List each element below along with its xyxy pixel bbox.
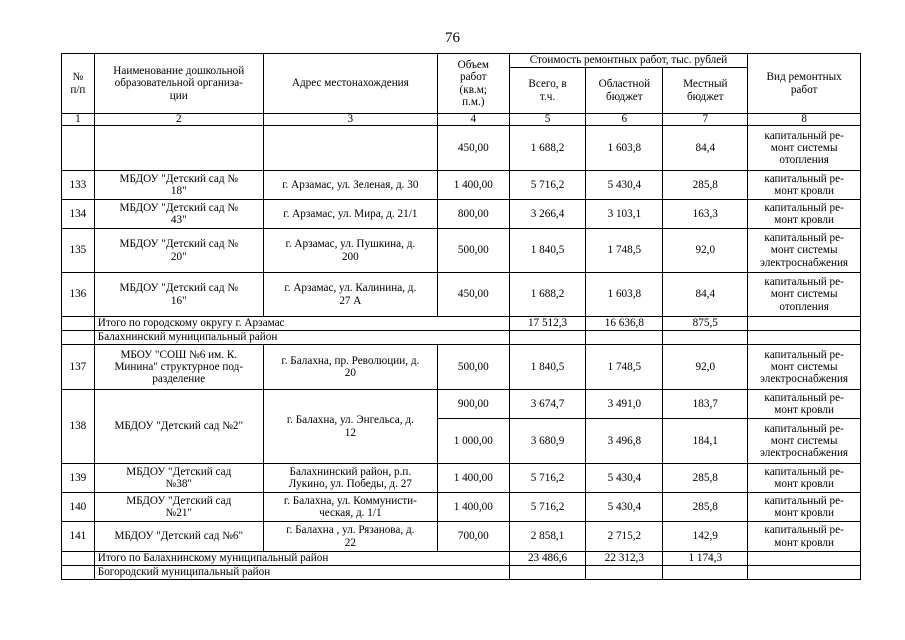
- table-row: [62, 229, 861, 273]
- section-title: Богородский муниципальный район: [94, 566, 509, 580]
- table-row: [62, 345, 861, 390]
- work-type: капитальный ре- монт системы электроснабжения: [748, 345, 861, 390]
- volume-value: 800,00: [437, 200, 509, 229]
- org-address: г. Балахна , ул. Рязанова, д. 22: [263, 522, 437, 552]
- table-row: [62, 126, 861, 171]
- row-num: 136: [62, 273, 95, 317]
- work-type: капитальный ре- монт кровли: [748, 464, 861, 493]
- local-cost: 163,3: [663, 200, 748, 229]
- work-type: капитальный ре- монт кровли: [748, 522, 861, 552]
- local-cost: 84,4: [663, 273, 748, 317]
- subtotal-local: 1 174,3: [663, 552, 748, 566]
- org-address: г. Балахна, ул. Коммунисти- ческая, д. 1/1: [263, 493, 437, 522]
- page-number: 76: [445, 30, 460, 46]
- row-num: 137: [62, 345, 95, 390]
- subtotal-regional: 16 636,8: [586, 317, 663, 331]
- volume-value: 900,00: [437, 390, 509, 419]
- total-cost: 1 840,5: [509, 229, 586, 273]
- org-address: г. Арзамас, ул. Пушкина, д. 200: [263, 229, 437, 273]
- work-type: капитальный ре- монт системы электроснабжения: [748, 229, 861, 273]
- row-num: [62, 126, 95, 171]
- row-num: 135: [62, 229, 95, 273]
- regional-cost: 1 603,8: [586, 273, 663, 317]
- subtotal-total: 17 512,3: [509, 317, 586, 331]
- volume-value: 500,00: [437, 229, 509, 273]
- work-type: капитальный ре- монт кровли: [748, 493, 861, 522]
- regional-cost: 5 430,4: [586, 464, 663, 493]
- table-row: [62, 390, 861, 419]
- column-number-row: [62, 114, 861, 126]
- regional-cost: 3 496,8: [586, 419, 663, 464]
- volume-value: 450,00: [437, 273, 509, 317]
- org-address: [263, 126, 437, 171]
- col-number: 8: [748, 114, 861, 126]
- header-volume: Объем работ (кв.м; п.м.): [437, 54, 509, 114]
- org-address: г. Арзамас, ул. Зеленая, д. 30: [263, 171, 437, 200]
- local-cost: 285,8: [663, 171, 748, 200]
- work-type: капитальный ре- монт кровли: [748, 390, 861, 419]
- total-cost: 5 716,2: [509, 464, 586, 493]
- row-num: 140: [62, 493, 95, 522]
- local-cost: 184,1: [663, 419, 748, 464]
- regional-cost: 5 430,4: [586, 493, 663, 522]
- org-name: МБДОУ "Детский сад №21": [94, 493, 263, 522]
- subtotal-label: Итого по Балахнинскому муниципальный район: [94, 552, 509, 566]
- org-name: МБДОУ "Детский сад № 16": [94, 273, 263, 317]
- org-name: МБДОУ "Детский сад №38": [94, 464, 263, 493]
- total-cost: 1 688,2: [509, 126, 586, 171]
- subtotal-total: 23 486,6: [509, 552, 586, 566]
- work-type: капитальный ре- монт системы отопления: [748, 126, 861, 171]
- local-cost: 92,0: [663, 229, 748, 273]
- col-number: 6: [586, 114, 663, 126]
- header-regional: Областной бюджет: [586, 68, 663, 114]
- local-cost: 92,0: [663, 345, 748, 390]
- col-number: 1: [62, 114, 95, 126]
- volume-value: 1 000,00: [437, 419, 509, 464]
- total-cost: 5 716,2: [509, 493, 586, 522]
- work-type: капитальный ре- монт системы электроснабжения: [748, 419, 861, 464]
- regional-cost: 3 491,0: [586, 390, 663, 419]
- header-local: Местный бюджет: [663, 68, 748, 114]
- volume-value: 1 400,00: [437, 464, 509, 493]
- section-row: [62, 566, 861, 580]
- org-address: г. Балахна, ул. Энгельса, д. 12: [263, 390, 437, 464]
- total-cost: 3 680,9: [509, 419, 586, 464]
- org-name: МБДОУ "Детский сад № 20": [94, 229, 263, 273]
- regional-cost: 2 715,2: [586, 522, 663, 552]
- volume-value: 700,00: [437, 522, 509, 552]
- org-name: МБОУ "СОШ №6 им. К. Минина" структурное под- разделение: [94, 345, 263, 390]
- subtotal-row: [62, 317, 861, 331]
- org-address: г. Арзамас, ул. Калинина, д. 27 А: [263, 273, 437, 317]
- work-type: капитальный ре- монт кровли: [748, 171, 861, 200]
- total-cost: 3 674,7: [509, 390, 586, 419]
- org-name: МБДОУ "Детский сад №6": [94, 522, 263, 552]
- subtotal-regional: 22 312,3: [586, 552, 663, 566]
- local-cost: 285,8: [663, 464, 748, 493]
- org-name: МБДОУ "Детский сад № 43": [94, 200, 263, 229]
- row-num: 138: [62, 390, 95, 464]
- work-type: капитальный ре- монт системы отопления: [748, 273, 861, 317]
- local-cost: 142,9: [663, 522, 748, 552]
- org-address: г. Арзамас, ул. Мира, д. 21/1: [263, 200, 437, 229]
- header-address: Адрес местонахождения: [263, 54, 437, 114]
- work-type: капитальный ре- монт кровли: [748, 200, 861, 229]
- header-num: № п/п: [62, 54, 95, 114]
- header-row: [62, 54, 861, 68]
- total-cost: 3 266,4: [509, 200, 586, 229]
- local-cost: 84,4: [663, 126, 748, 171]
- total-cost: 2 858,1: [509, 522, 586, 552]
- local-cost: 183,7: [663, 390, 748, 419]
- row-num: 141: [62, 522, 95, 552]
- section-title: Балахнинский муниципальный район: [94, 331, 509, 345]
- total-cost: 5 716,2: [509, 171, 586, 200]
- org-name: [94, 126, 263, 171]
- col-number: 3: [263, 114, 437, 126]
- table-row: [62, 493, 861, 522]
- repair-works-table: [61, 53, 861, 580]
- volume-value: 1 400,00: [437, 171, 509, 200]
- org-address: г. Балахна, пр. Революции, д. 20: [263, 345, 437, 390]
- subtotal-label: Итого по городскому округу г. Арзамас: [94, 317, 509, 331]
- header-work-type: Вид ремонтных работ: [748, 54, 861, 114]
- table-row: [62, 522, 861, 552]
- col-number: 7: [663, 114, 748, 126]
- header-total: Всего, в т.ч.: [509, 68, 586, 114]
- table-row: [62, 464, 861, 493]
- section-row: [62, 331, 861, 345]
- col-number: 5: [509, 114, 586, 126]
- regional-cost: 1 603,8: [586, 126, 663, 171]
- total-cost: 1 688,2: [509, 273, 586, 317]
- regional-cost: 1 748,5: [586, 229, 663, 273]
- row-num: 133: [62, 171, 95, 200]
- col-number: 4: [437, 114, 509, 126]
- volume-value: 450,00: [437, 126, 509, 171]
- regional-cost: 5 430,4: [586, 171, 663, 200]
- subtotal-row: [62, 552, 861, 566]
- subtotal-local: 875,5: [663, 317, 748, 331]
- header-name: Наименование дошкольной образовательной организа- ции: [94, 54, 263, 114]
- volume-value: 1 400,00: [437, 493, 509, 522]
- row-num: 134: [62, 200, 95, 229]
- regional-cost: 1 748,5: [586, 345, 663, 390]
- org-name: МБДОУ "Детский сад № 18": [94, 171, 263, 200]
- header-cost-group: Стоимость ремонтных работ, тыс. рублей: [509, 54, 748, 68]
- table-row: [62, 273, 861, 317]
- volume-value: 500,00: [437, 345, 509, 390]
- local-cost: 285,8: [663, 493, 748, 522]
- table-row: [62, 200, 861, 229]
- org-address: Балахнинский район, р.п. Лукино, ул. Победы, д. 27: [263, 464, 437, 493]
- col-number: 2: [94, 114, 263, 126]
- table-row: [62, 171, 861, 200]
- regional-cost: 3 103,1: [586, 200, 663, 229]
- total-cost: 1 840,5: [509, 345, 586, 390]
- org-name: МБДОУ "Детский сад №2": [94, 390, 263, 464]
- row-num: 139: [62, 464, 95, 493]
